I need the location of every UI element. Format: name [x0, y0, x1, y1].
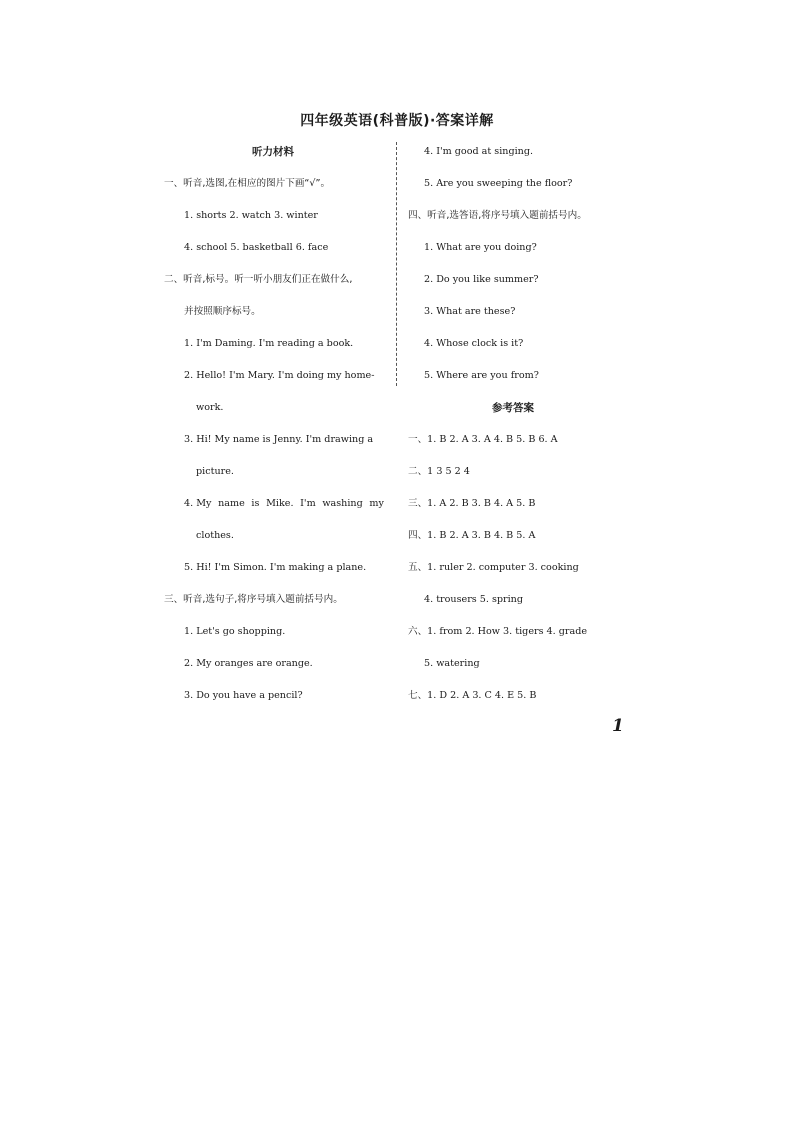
answer-section-2: 二、1 3 5 2 4	[408, 466, 470, 477]
listening-material-heading: 听力材料	[252, 146, 294, 158]
section-2-item-5: 5. Hi! I'm Simon. I'm making a plane.	[184, 562, 367, 573]
answer-section-6-line-1: 六、1. from 2. How 3. tigers 4. grade	[408, 626, 588, 637]
section-3-question: 三、听音,选句子,将序号填入题前括号内。	[164, 594, 343, 605]
answer-section-6-line-2: 5. watering	[424, 658, 480, 669]
answer-section-5-line-2: 4. trousers 5. spring	[424, 594, 524, 605]
section-2-item-2-line-2: work.	[196, 402, 224, 413]
section-1-question: 一、听音,选图,在相应的图片下画“√”。	[164, 178, 331, 189]
section-2-item-4-line-2: clothes.	[196, 530, 234, 541]
page-number: 1	[612, 716, 624, 736]
section-2-question-line-1: 二、听音,标号。听一听小朋友们正在做什么,	[164, 274, 353, 285]
answer-key-heading: 参考答案	[492, 402, 534, 414]
page-title: 四年级英语(科普版)·答案详解	[300, 113, 494, 129]
section-1-line-1: 1. shorts 2. watch 3. winter	[184, 210, 318, 221]
section-4-item-5: 5. Where are you from?	[424, 370, 539, 381]
section-3-item-1: 1. Let's go shopping.	[184, 626, 286, 637]
answer-section-4: 四、1. B 2. A 3. B 4. B 5. A	[408, 530, 536, 541]
section-3-item-3: 3. Do you have a pencil?	[184, 690, 303, 701]
section-4-item-4: 4. Whose clock is it?	[424, 338, 524, 349]
word: Mike.	[266, 498, 294, 509]
section-4-item-3: 3. What are these?	[424, 306, 516, 317]
word: name	[218, 498, 245, 509]
word: washing	[322, 498, 363, 509]
section-3-item-5: 5. Are you sweeping the floor?	[424, 178, 573, 189]
section-2-item-1: 1. I'm Daming. I'm reading a book.	[184, 338, 354, 349]
section-1-line-2: 4. school 5. basketball 6. face	[184, 242, 329, 253]
word: I'm	[300, 498, 316, 509]
answer-section-5-line-1: 五、1. ruler 2. computer 3. cooking	[408, 562, 579, 573]
section-2-item-3-line-1: 3. Hi! My name is Jenny. I'm drawing a	[184, 434, 374, 445]
section-3-item-4: 4. I'm good at singing.	[424, 146, 534, 157]
column-divider	[396, 142, 397, 386]
section-4-question: 四、听音,选答语,将序号填入题前括号内。	[408, 210, 587, 221]
section-4-item-2: 2. Do you like summer?	[424, 274, 539, 285]
section-2-item-2-line-1: 2. Hello! I'm Mary. I'm doing my home-	[184, 370, 375, 381]
section-4-item-1: 1. What are you doing?	[424, 242, 537, 253]
section-2-item-4-line-1	[184, 497, 384, 511]
answer-section-1: 一、1. B 2. A 3. A 4. B 5. B 6. A	[408, 434, 558, 445]
section-2-question-line-2: 并按照顺序标号。	[184, 306, 261, 317]
answer-section-3: 三、1. A 2. B 3. B 4. A 5. B	[408, 498, 536, 509]
word: my	[369, 498, 384, 509]
section-3-item-2: 2. My oranges are orange.	[184, 658, 313, 669]
word: is	[251, 498, 260, 509]
word: 4. My	[184, 498, 212, 509]
section-2-item-3-line-2: picture.	[196, 466, 234, 477]
answer-section-7: 七、1. D 2. A 3. C 4. E 5. B	[408, 690, 537, 701]
